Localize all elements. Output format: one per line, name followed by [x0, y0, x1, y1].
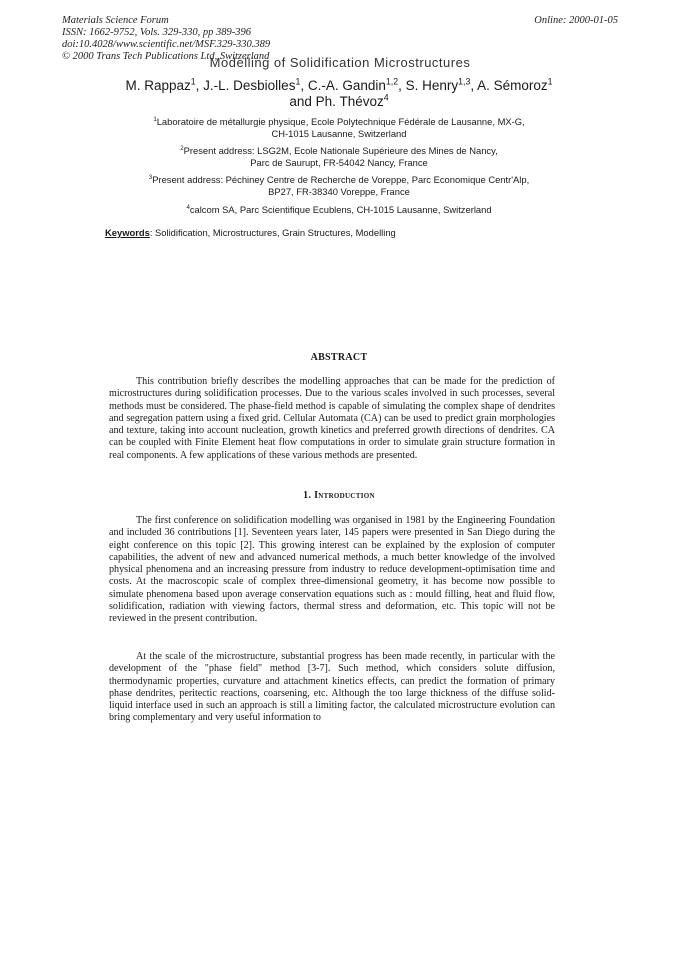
title-fragment: [200, 55, 480, 70]
author: A. Sémoroz$^1$: [477, 76, 553, 93]
doi-line: doi:10.4028/www.scientific.net/MSF.329-330.389: [62, 39, 271, 50]
author-line-2: and Ph. Thévoz$^4$: [289, 92, 389, 109]
journal-name: Materials Science Forum: [62, 15, 169, 26]
title-text: Modelling of Solidification Microstructures: [209, 55, 471, 70]
author-line-1: M. Rappaz$^1$, J.-L. Desbiolles$^1$, C.-A. Gandin$^{1,2}$, S. Henry$^{1,3}$, A. Sémoroz$^1$: [125, 76, 553, 93]
abstract-heading: ABSTRACT: [310, 352, 368, 363]
author-list: [0, 78, 678, 110]
abstract-text: This contribution briefly describes the modelling approaches that can be made for the prediction of microstructures during solidification processes. Due to the various scales involved in such processes, several methods must be considered. The phase-field method is capable of simulating the complex shape of dendrites and segregation pattern using a fixed grid. Cellular Automata (CA) can be used to predict grain morphologies and texture, taking into account nucleation, growth kinetics and preferred growth directions of dendrites. CA can be coupled with Finite Element heat flow computations in order to simulate grain structure formation in real components. A few applications of these various methods are presented.: [109, 376, 555, 461]
affiliation-2: $^2$Present address: LSG2M, Ecole Nationale Supérieure des Mines de Nancy, Parc de Saurupt, FR-54042 Nancy, France: [180, 144, 498, 168]
introduction-heading: 1. Introduction: [303, 490, 375, 501]
keywords-label: Keywords: [105, 227, 150, 238]
intro-paragraph-2: At the scale of the microstructure, substantial progress has been made recently, in particular with the development of the "phase field" method [3-7]. Such method, which considers solute diffusion, thermodynamic properties, curvature and attachment kinetics effects, can predict the formation of primary phase dendrites, peritectic reactions, coarsening, etc. Although the too large thickness of the diffuse solid-liquid interface used in such an approach is still a limiting factor, the calculated microstructure evolution can bring complementary and very useful information to: [109, 651, 555, 724]
intro-paragraph-1: The first conference on solidification modelling was organised in 1981 by the Engineering Foundation and included 36 contributions [1]. Seventeen years later, 145 papers were presented in San Diego during the eight conference on this topic [2]. This growing interest can be explained by the explosion of computer capabilities, the advent of new and advanced numerical methods, a much better knowledge of the involved physical phenomena and an increasing pressure from industry to reduce development-optimisation time and costs. At the macroscopic scale of complex three-dimensional geometry, it has become now possible to simulate phenomena based upon average conservation equations such as : mould filling, heat and fluid flow, solidification, radiation with viewing factors, thermal stress and deformation, etc. This topic will not be reviewed in the present contribution.: [109, 515, 555, 624]
author: C.-A. Gandin$^{1,2}$: [307, 76, 399, 93]
author: J.-L. Desbiolles$^1$: [203, 76, 301, 93]
author: S. Henry$^{1,3}$: [405, 76, 471, 93]
affiliation-1: $^1$Laboratoire de métallurgie physique, Ecole Polytechnique Fédérale de Lausanne, MX-G, CH-1015 Lausanne, Switzerland: [153, 115, 525, 139]
keywords-text: Solidification, Microstructures, Grain Structures, Modelling: [155, 227, 396, 238]
affiliation-4: $^4$calcom SA, Parc Scientifique Ecublens, CH-1015 Lausanne, Switzerland: [186, 203, 492, 215]
issn-line: ISSN: 1662-9752, Vols. 329-330, pp 389-396: [62, 27, 251, 38]
online-date: Online: 2000-01-05: [534, 15, 618, 26]
author: M. Rappaz$^1$: [125, 76, 196, 93]
keywords: Keywords: Solidification, Microstructures, Grain Structures, Modelling: [105, 227, 396, 238]
affiliation-3: $^3$Present address: Péchiney Centre de Recherche de Voreppe, Parc Economique Centr'Alp, BP27, FR-38340 Voreppe, France: [148, 173, 530, 197]
copyright-line: © 2000 Trans Tech Publications Ltd, Switzerland: [62, 51, 270, 62]
author: Ph. Thévoz$^4$: [315, 92, 389, 109]
